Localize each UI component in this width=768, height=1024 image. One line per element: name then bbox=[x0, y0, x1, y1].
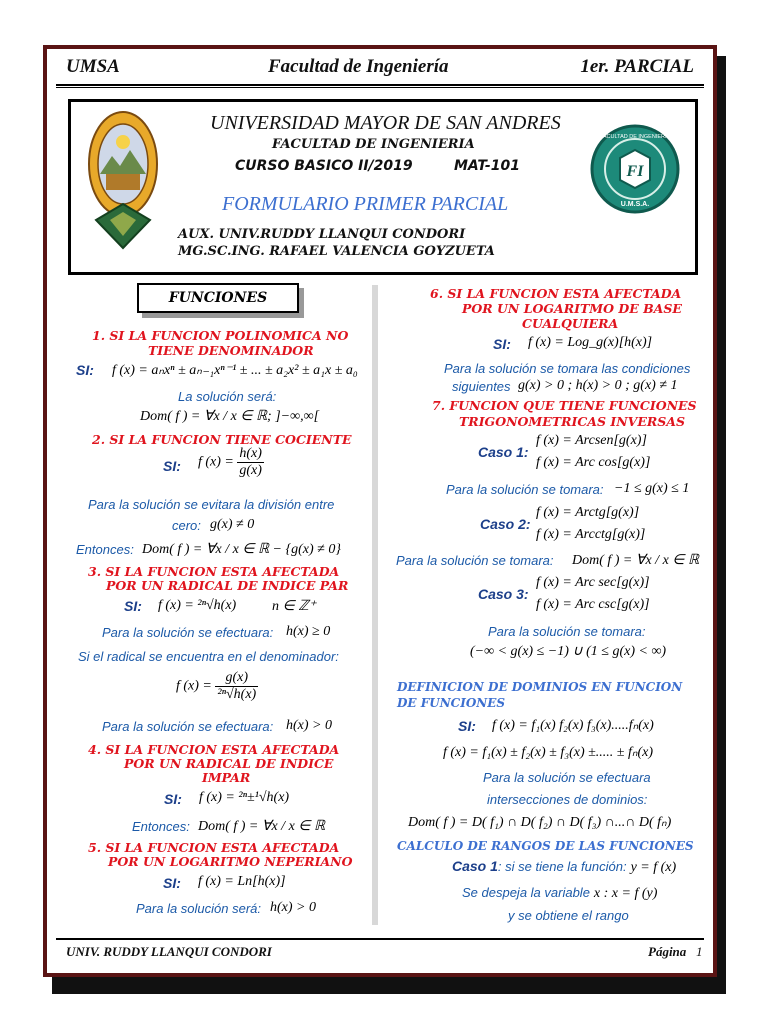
s4-title-a: 4. SI LA FUNCION ESTA AFECTADA bbox=[88, 742, 340, 757]
author-2: MG.SC.ING. RAFAEL VALENCIA GOYZUETA bbox=[178, 244, 495, 259]
fi-seal-text: FACULTAD DE INGENIERIA bbox=[599, 134, 671, 140]
s3-cond2: h(x) > 0 bbox=[286, 718, 332, 733]
s6-title-b: POR UN LOGARITMO DE BASE bbox=[462, 301, 682, 316]
footer-left: UNIV. RUDDY LLANQUI CONDORI bbox=[66, 944, 272, 959]
case2-formulas bbox=[536, 502, 645, 546]
footer-page-number: 1 bbox=[696, 944, 703, 959]
c3-f1: f (x) = Arc sec[g(x)] bbox=[536, 575, 650, 590]
course-code: MAT-101 bbox=[454, 158, 520, 174]
header-center: Facultad de Ingeniería bbox=[268, 56, 449, 77]
header-rule-thin bbox=[56, 87, 704, 88]
c2-f2: f (x) = Arcctg[g(x)] bbox=[536, 527, 646, 542]
s6-title-c: CUALQUIERA bbox=[522, 316, 619, 331]
s6-text-b: siguientes bbox=[452, 379, 511, 394]
s2-then: Entonces: bbox=[76, 542, 134, 557]
dd-text-a: Para la solución se efectuara bbox=[483, 770, 651, 785]
s4-title-b: POR UN RADICAL DE INDICE bbox=[124, 756, 334, 771]
dd-title-a: DEFINICION DE DOMINIOS EN FUNCION bbox=[397, 680, 683, 694]
s4-formula: f (x) = ²ⁿ±¹√h(x) bbox=[199, 790, 290, 805]
s3-den: ²ⁿ√h(x) bbox=[217, 687, 257, 702]
cr-case1-label: Caso 1 bbox=[452, 858, 498, 874]
c3-text: Para la solución se tomara: bbox=[488, 624, 646, 639]
s3-n: n ∈ ℤ⁺ bbox=[272, 599, 317, 614]
column-divider bbox=[372, 285, 378, 925]
c1-f1: f (x) = Arcsen[g(x)] bbox=[536, 433, 647, 448]
s4-dom: Dom( f ) = ∀x / x ∈ ℝ bbox=[198, 819, 326, 834]
s3-si: SI: bbox=[124, 598, 142, 614]
s6-cond: g(x) > 0 ; h(x) > 0 ; g(x) ≠ 1 bbox=[518, 378, 678, 393]
s1-formula: f (x) = aₙxⁿ ± aₙ₋₁xⁿ⁻¹ ± ... ± a₂x² ± a₁x ± a₀ bbox=[112, 363, 358, 378]
s1-title-a: 1. SI LA FUNCION POLINOMICA NO bbox=[92, 328, 349, 343]
s1-title-b: TIENE DENOMINADOR bbox=[148, 343, 314, 358]
s1-si: SI: bbox=[76, 362, 94, 378]
case3-label: Caso 3: bbox=[478, 586, 529, 602]
s6-formula: f (x) = Log_g(x)[h(x)] bbox=[528, 335, 653, 350]
dd-si: SI: bbox=[458, 718, 476, 734]
s1-text: La solución será: bbox=[178, 389, 277, 404]
s2-cond: g(x) ≠ 0 bbox=[210, 517, 255, 532]
s4-si: SI: bbox=[164, 791, 182, 807]
fi-seal-mark: FI bbox=[626, 163, 644, 180]
s3-text: Para la solución se efectuara: bbox=[102, 625, 274, 640]
cr-title: CALCULO DE RANGOS DE LAS FUNCIONES bbox=[397, 839, 694, 853]
cr-text3: y se obtiene el rango bbox=[508, 908, 629, 923]
document-title: FORMULARIO PRIMER PARCIAL bbox=[222, 193, 509, 215]
s4-title-c: IMPAR bbox=[202, 770, 251, 785]
faculty-name: FACULTAD DE INGENIERIA bbox=[272, 137, 475, 152]
cr-line2 bbox=[462, 884, 657, 902]
c1-text: Para la solución se tomara: bbox=[446, 482, 604, 497]
cr-case1-line bbox=[452, 858, 676, 876]
s2-num: h(x) bbox=[239, 446, 262, 461]
section-box-funciones bbox=[137, 283, 299, 313]
s6-text-a: Para la solución se tomara las condiciones bbox=[444, 361, 691, 376]
c2-text: Para la solución se tomara: bbox=[396, 553, 554, 568]
c2-cond: Dom( f ) = ∀x / x ∈ ℝ bbox=[572, 553, 700, 568]
s5-title-b: POR UN LOGARITMO NEPERIANO bbox=[108, 854, 353, 869]
s6-si: SI: bbox=[493, 336, 511, 352]
s3-lhs: f (x) = bbox=[176, 678, 212, 694]
s2-si: SI: bbox=[163, 458, 181, 474]
c3-f2: f (x) = Arc csc[g(x)] bbox=[536, 597, 650, 612]
header-rule bbox=[56, 84, 704, 86]
university-name: UNIVERSIDAD MAYOR DE SAN ANDRES bbox=[210, 112, 561, 134]
cr-text2-formula: x : x = f (y) bbox=[593, 886, 658, 901]
cr-case1-text: : si se tiene la función: bbox=[497, 859, 627, 874]
footer-rule bbox=[56, 938, 704, 940]
case3-formulas bbox=[536, 572, 650, 616]
s2-formula bbox=[198, 446, 264, 479]
s5-cond: h(x) > 0 bbox=[270, 900, 316, 915]
s7-title-a: 7. FUNCION QUE TIENE FUNCIONES bbox=[432, 398, 697, 413]
s2-text-b: cero: bbox=[172, 518, 201, 533]
s3-formula: f (x) = ²ⁿ√h(x) bbox=[158, 598, 237, 613]
s2-title: 2. SI LA FUNCION TIENE COCIENTE bbox=[92, 432, 352, 447]
case1-formulas bbox=[536, 430, 650, 474]
s2-lhs: f (x) = bbox=[198, 454, 234, 470]
s5-si: SI: bbox=[163, 875, 181, 891]
case2-label: Caso 2: bbox=[480, 516, 531, 532]
s5-formula: f (x) = Ln[h(x)] bbox=[198, 874, 286, 889]
cr-case1-formula: y = f (x) bbox=[630, 860, 677, 875]
s3-frac-formula bbox=[176, 670, 258, 703]
header-left: UMSA bbox=[66, 56, 120, 77]
s3-cond: h(x) ≥ 0 bbox=[286, 624, 331, 639]
page-header bbox=[66, 56, 694, 82]
footer-page-label: Página bbox=[648, 944, 687, 959]
cr-text2: Se despeja la variable bbox=[462, 885, 590, 900]
dd-text-b: intersecciones de dominios: bbox=[487, 792, 648, 807]
s3-title-b: POR UN RADICAL DE INDICE PAR bbox=[106, 578, 349, 593]
s3-text2: Si el radical se encuentra en el denominador: bbox=[78, 649, 339, 664]
umsa-seal-logo bbox=[86, 108, 160, 256]
s2-text-a: Para la solución se evitara la división entre bbox=[88, 497, 335, 512]
s3-text3: Para la solución se efectuara: bbox=[102, 719, 274, 734]
s7-title-b: TRIGONOMETRICAS INVERSAS bbox=[459, 414, 685, 429]
c2-f1: f (x) = Arctg[g(x)] bbox=[536, 505, 640, 520]
s1-dom: Dom( f ) = ∀x / x ∈ ℝ; ]−∞,∞[ bbox=[140, 409, 320, 424]
fi-seal-bottom: U.M.S.A. bbox=[620, 201, 650, 208]
s2-den: g(x) bbox=[239, 463, 262, 478]
s2-dom: Dom( f ) = ∀x / x ∈ ℝ − {g(x) ≠ 0} bbox=[142, 542, 341, 557]
s3-title-a: 3. SI LA FUNCION ESTA AFECTADA bbox=[88, 564, 340, 579]
c3-cond: (−∞ < g(x) ≤ −1) ∪ (1 ≤ g(x) < ∞) bbox=[470, 644, 667, 659]
c1-f2: f (x) = Arc cos[g(x)] bbox=[536, 455, 651, 470]
dd-title-b: DE FUNCIONES bbox=[397, 696, 506, 710]
s5-title-a: 5. SI LA FUNCION ESTA AFECTADA bbox=[88, 840, 340, 855]
course-name: CURSO BASICO II/2019 bbox=[235, 158, 413, 174]
header-right: 1er. PARCIAL bbox=[580, 56, 694, 77]
case1-label: Caso 1: bbox=[478, 444, 529, 460]
c1-cond: −1 ≤ g(x) ≤ 1 bbox=[614, 481, 690, 496]
s5-text: Para la solución será: bbox=[136, 901, 262, 916]
s4-then: Entonces: bbox=[132, 819, 190, 834]
dd-f2: f (x) = f₁(x) ± f₂(x) ± f₃(x) ±..... ± fₙ(x) bbox=[443, 745, 653, 760]
s3-num: g(x) bbox=[215, 670, 258, 687]
s6-title-a: 6. SI LA FUNCION ESTA AFECTADA bbox=[430, 286, 682, 301]
dd-dom: Dom( f ) = D( f₁) ∩ D( f₂) ∩ D( f₃) ∩...∩ D( fₙ) bbox=[408, 815, 672, 830]
author-1: AUX. UNIV.RUDDY LLANQUI CONDORI bbox=[178, 227, 466, 242]
dd-f1: f (x) = f₁(x) f₂(x) f₃(x).....fₙ(x) bbox=[492, 718, 654, 733]
section-title: FUNCIONES bbox=[168, 290, 268, 306]
